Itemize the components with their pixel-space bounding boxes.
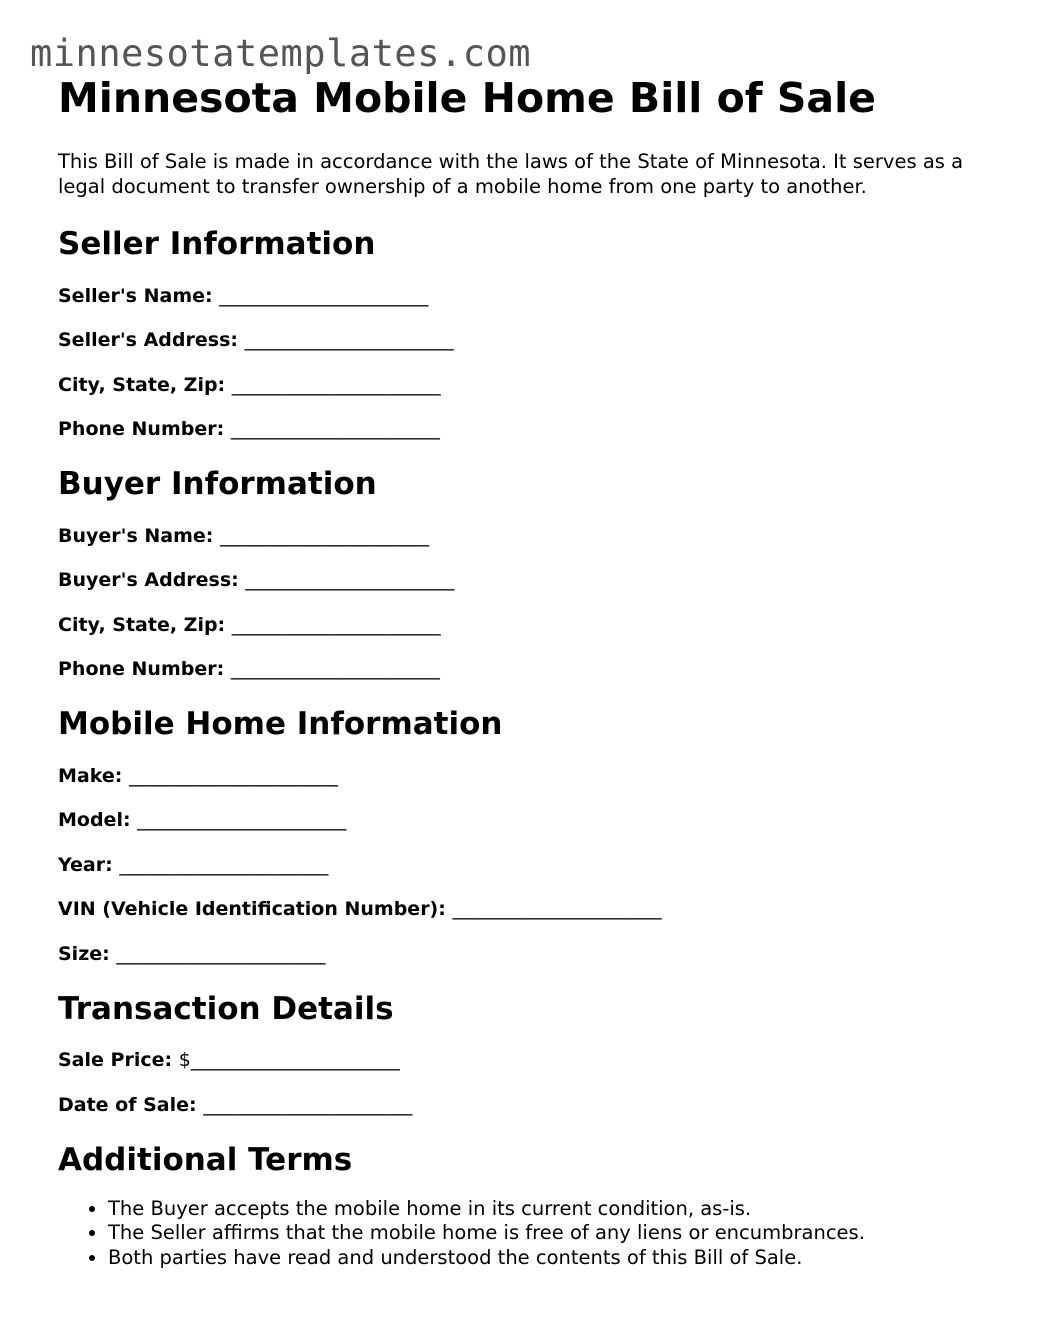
seller-address-label: Seller's Address: — [58, 329, 238, 351]
site-watermark: minnesotatemplates.com — [30, 32, 532, 75]
buyer-section-heading: Buyer Information — [58, 466, 377, 502]
currency-symbol: $ — [178, 1049, 191, 1071]
mobile-home-fields — [58, 764, 998, 966]
terms-list — [58, 1197, 998, 1271]
sale-price-label: Sale Price: — [58, 1049, 173, 1071]
buyer-name-blank[interactable]: ______________________ — [220, 524, 430, 547]
seller-phone-blank[interactable]: ______________________ — [230, 418, 440, 440]
year-field[interactable] — [58, 853, 998, 877]
year-label: Year: — [58, 853, 113, 876]
buyer-city-label: City, State, Zip: — [58, 613, 226, 636]
size-blank[interactable]: ______________________ — [116, 942, 326, 965]
seller-city-label: City, State, Zip: — [58, 373, 226, 396]
sale-date-label: Date of Sale: — [58, 1093, 197, 1116]
buyer-name-field[interactable] — [58, 524, 998, 548]
sale-price-field[interactable] — [58, 1048, 998, 1072]
buyer-name-label: Buyer's Name: — [58, 524, 214, 547]
buyer-address-field[interactable] — [58, 568, 998, 592]
buyer-city-blank[interactable]: ______________________ — [231, 613, 441, 636]
seller-address-field[interactable] — [58, 328, 998, 352]
seller-phone-label: Phone Number: — [58, 418, 225, 440]
transaction-section-heading: Transaction Details — [58, 990, 394, 1027]
vin-label: VIN (Vehicle Identification Number): — [58, 898, 446, 920]
list-item: • Both parties have read and understood the contents of this Bill of Sale. — [108, 1246, 998, 1271]
buyer-city-field[interactable] — [58, 613, 998, 637]
seller-name-label: Seller's Name: — [58, 284, 213, 307]
size-label: Size: — [58, 942, 110, 965]
year-blank[interactable]: ______________________ — [119, 853, 329, 876]
list-item: • The Seller affirms that the mobile home is free of any liens or encumbrances. — [108, 1221, 998, 1246]
model-field[interactable] — [58, 808, 998, 832]
model-blank[interactable]: ______________________ — [137, 809, 347, 831]
terms-section-heading: Additional Terms — [58, 1141, 353, 1178]
make-field[interactable] — [58, 764, 998, 788]
list-item: • The Buyer accepts the mobile home in its current condition, as-is. — [108, 1197, 998, 1222]
make-label: Make: — [58, 764, 123, 787]
sale-date-field[interactable] — [58, 1093, 998, 1117]
buyer-phone-label: Phone Number: — [58, 658, 225, 680]
size-field[interactable] — [58, 942, 998, 966]
sale-price-blank[interactable]: ______________________ — [190, 1049, 400, 1071]
document-title: Minnesota Mobile Home Bill of Sale — [58, 74, 876, 122]
transaction-fields — [58, 1048, 998, 1117]
buyer-fields — [58, 524, 998, 682]
seller-city-blank[interactable]: ______________________ — [231, 373, 441, 396]
model-label: Model: — [58, 809, 131, 831]
seller-city-field[interactable] — [58, 373, 998, 397]
seller-section-heading: Seller Information — [58, 226, 376, 262]
buyer-phone-blank[interactable]: ______________________ — [230, 658, 440, 680]
make-blank[interactable]: ______________________ — [128, 764, 338, 787]
seller-fields — [58, 284, 998, 442]
buyer-phone-field[interactable] — [58, 657, 998, 681]
vin-field[interactable] — [58, 897, 998, 921]
seller-address-blank[interactable]: ______________________ — [244, 329, 454, 351]
mobile-home-section-heading: Mobile Home Information — [58, 706, 503, 742]
seller-name-blank[interactable]: ______________________ — [219, 284, 429, 307]
seller-phone-field[interactable] — [58, 417, 998, 441]
buyer-address-label: Buyer's Address: — [58, 569, 239, 591]
vin-blank[interactable]: ______________________ — [452, 898, 662, 920]
seller-name-field[interactable] — [58, 284, 998, 308]
buyer-address-blank[interactable]: ______________________ — [245, 569, 455, 591]
document-body — [58, 72, 998, 1270]
intro-paragraph: This Bill of Sale is made in accordance with the laws of the State of Minnesota. It serves as a legal document to transfer ownership of a mobile home from one party to another. — [58, 150, 964, 198]
sale-date-blank[interactable]: ______________________ — [203, 1093, 413, 1116]
